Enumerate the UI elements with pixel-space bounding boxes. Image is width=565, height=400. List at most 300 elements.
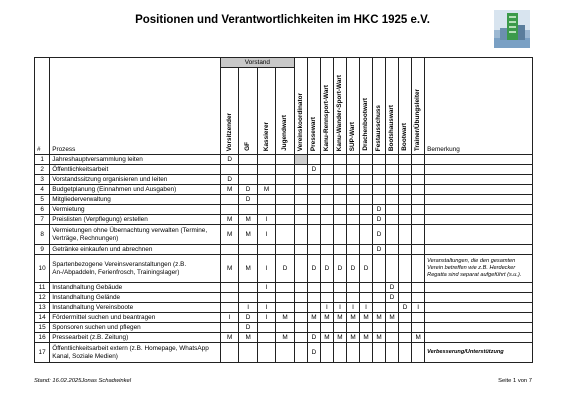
responsibility-cell (276, 165, 295, 175)
responsibility-cell: M (239, 255, 257, 283)
header-role-gf: GF (239, 68, 257, 155)
responsibility-cell (333, 323, 346, 333)
responsibility-cell (220, 303, 238, 313)
responsibility-cell: D (239, 185, 257, 195)
responsibility-cell (360, 185, 373, 195)
responsibility-cell (346, 215, 359, 225)
responsibility-cell (276, 283, 295, 293)
row-prozess: Fördermittel suchen und beantragen (50, 313, 221, 323)
responsibility-cell (257, 323, 275, 333)
responsibility-cell: I (333, 303, 346, 313)
table-row (35, 195, 533, 205)
responsibility-cell (307, 245, 320, 255)
row-bemerkung (425, 215, 533, 225)
responsibility-cell: M (220, 185, 238, 195)
responsibility-cell (294, 225, 307, 245)
responsibility-cell (399, 293, 412, 303)
table-row (35, 205, 533, 215)
responsibility-cell (320, 205, 333, 215)
responsibility-cell (399, 175, 412, 185)
header-role-vorsitzender: Vorsitzender (220, 68, 238, 155)
responsibility-cell (360, 205, 373, 215)
responsibility-cell (412, 293, 425, 303)
table-row (35, 255, 533, 283)
row-bemerkung (425, 313, 533, 323)
responsibility-cell (220, 245, 238, 255)
responsibility-cell: D (220, 175, 238, 185)
responsibility-cell: M (333, 313, 346, 323)
table-row (35, 215, 533, 225)
row-number: 6 (35, 205, 50, 215)
row-number: 9 (35, 245, 50, 255)
responsibility-cell (399, 323, 412, 333)
row-bemerkung (425, 155, 533, 165)
responsibility-cell (307, 283, 320, 293)
table-body (35, 155, 533, 363)
responsibility-cell (333, 215, 346, 225)
row-prozess: Vermietungen ohne Übernachtung verwalten (Termine, Verträge, Rechnungen) (50, 225, 221, 245)
row-prozess: Budgetplanung (Einnahmen und Ausgaben) (50, 185, 221, 195)
responsibility-cell (360, 195, 373, 205)
responsibility-cell (373, 185, 386, 195)
responsibility-cell (294, 245, 307, 255)
footer-page-number: Seite 1 von 7 (498, 378, 532, 384)
responsibility-cell (257, 165, 275, 175)
responsibility-cell: I (257, 303, 275, 313)
responsibility-cell (257, 343, 275, 363)
responsibility-cell (320, 185, 333, 195)
row-prozess: Spartenbezogene Vereinsveranstaltungen (z.B. An-/Abpaddeln, Ferienfrosch, Trainingslager) (50, 255, 221, 283)
row-bemerkung (425, 175, 533, 185)
responsibility-cell (373, 343, 386, 363)
responsibility-cell (399, 225, 412, 245)
responsibility-cell (412, 165, 425, 175)
responsibility-cell (412, 155, 425, 165)
responsibility-cell (320, 175, 333, 185)
responsibility-cell (373, 175, 386, 185)
responsibility-cell (220, 195, 238, 205)
row-prozess: Preislisten (Verpflegung) erstellen (50, 215, 221, 225)
responsibility-cell (239, 205, 257, 215)
responsibility-cell (333, 225, 346, 245)
responsibility-cell (386, 215, 399, 225)
responsibility-cell (360, 175, 373, 185)
responsibility-cell (386, 333, 399, 343)
responsibility-cell (399, 283, 412, 293)
responsibility-cell (360, 245, 373, 255)
row-bemerkung (425, 225, 533, 245)
responsibility-cell (276, 155, 295, 165)
responsibility-cell (360, 165, 373, 175)
table-row (35, 323, 533, 333)
responsibility-cell: I (257, 225, 275, 245)
responsibility-cell (346, 225, 359, 245)
responsibility-cell (399, 205, 412, 215)
responsibility-cell (276, 303, 295, 313)
responsibility-cell (333, 185, 346, 195)
header-role-sup-wart: SUP-Wart (346, 58, 359, 155)
table-row (35, 343, 533, 363)
responsibility-cell: D (220, 155, 238, 165)
responsibility-cell (307, 323, 320, 333)
table-row (35, 303, 533, 313)
table-row (35, 313, 533, 323)
responsibility-cell (346, 175, 359, 185)
row-bemerkung (425, 333, 533, 343)
table-row (35, 283, 533, 293)
table-row (35, 225, 533, 245)
responsibility-cell (239, 165, 257, 175)
row-bemerkung (425, 185, 533, 195)
responsibility-cell (307, 195, 320, 205)
responsibility-cell: M (239, 225, 257, 245)
responsibility-cell (257, 293, 275, 303)
responsibility-cell: D (239, 313, 257, 323)
row-prozess: Instandhaltung Gelände (50, 293, 221, 303)
responsibility-cell (399, 185, 412, 195)
responsibility-cell (399, 215, 412, 225)
row-number: 3 (35, 175, 50, 185)
row-bemerkung (425, 205, 533, 215)
row-number: 14 (35, 313, 50, 323)
responsibility-cell: M (239, 215, 257, 225)
header-prozess: Prozess (50, 58, 221, 155)
responsibility-cell (346, 245, 359, 255)
responsibility-cell: D (386, 293, 399, 303)
responsibility-cell (239, 155, 257, 165)
responsibility-cell (399, 255, 412, 283)
responsibility-cell (373, 293, 386, 303)
table-row (35, 175, 533, 185)
responsibility-cell (320, 323, 333, 333)
responsibility-cell: I (412, 303, 425, 313)
responsibility-cell (307, 155, 320, 165)
responsibility-cell (320, 165, 333, 175)
responsibility-cell: M (220, 333, 238, 343)
responsibility-cell (276, 205, 295, 215)
responsibility-cell (294, 175, 307, 185)
responsibility-cell (333, 175, 346, 185)
responsibility-cell (257, 205, 275, 215)
responsibility-cell (386, 255, 399, 283)
responsibility-cell (307, 205, 320, 215)
responsibility-cell (399, 333, 412, 343)
responsibility-cell (276, 195, 295, 205)
responsibility-cell (412, 343, 425, 363)
row-prozess: Öffentlichkeitsarbeit extern (z.B. Homepage, WhatsApp Kanal, Soziale Medien) (50, 343, 221, 363)
responsibility-cell (412, 195, 425, 205)
responsibility-cell (220, 343, 238, 363)
row-number: 13 (35, 303, 50, 313)
responsibility-cell (412, 313, 425, 323)
row-number: 12 (35, 293, 50, 303)
responsibility-cell: M (257, 185, 275, 195)
row-prozess: Sponsoren suchen und pflegen (50, 323, 221, 333)
responsibility-cell: M (239, 333, 257, 343)
row-number: 8 (35, 225, 50, 245)
header-role-bootwart: Bootwart (399, 58, 412, 155)
responsibility-cell (294, 215, 307, 225)
responsibility-cell (386, 323, 399, 333)
responsibility-cell (373, 255, 386, 283)
responsibility-cell (373, 283, 386, 293)
club-building-logo (494, 10, 530, 48)
table-row (35, 293, 533, 303)
responsibility-cell: M (360, 313, 373, 323)
responsibility-cell (360, 323, 373, 333)
row-bemerkung (425, 293, 533, 303)
responsibility-cell (386, 245, 399, 255)
responsibility-cell (294, 333, 307, 343)
responsibility-cell (307, 225, 320, 245)
responsibility-cell (346, 293, 359, 303)
header-num: # (35, 58, 50, 155)
responsibility-cell: I (257, 313, 275, 323)
header-role-jugendwart: Jugendwart (276, 68, 295, 155)
responsibility-cell: D (386, 283, 399, 293)
responsibility-cell (307, 185, 320, 195)
responsibility-cell (373, 323, 386, 333)
responsibility-cell: M (220, 225, 238, 245)
responsibility-cell (239, 175, 257, 185)
responsibility-cell: I (346, 303, 359, 313)
responsibility-cell (294, 343, 307, 363)
responsibility-cell (360, 293, 373, 303)
responsibility-cell (360, 283, 373, 293)
responsibility-cell (399, 313, 412, 323)
responsibility-cell (346, 283, 359, 293)
responsibility-cell: M (373, 333, 386, 343)
responsibility-cell: M (346, 333, 359, 343)
responsibility-cell (239, 293, 257, 303)
responsibility-cell (333, 245, 346, 255)
responsibility-table (34, 57, 533, 363)
row-number: 4 (35, 185, 50, 195)
row-bemerkung: Verbesserung/Unterstützung (425, 343, 533, 363)
row-number: 5 (35, 195, 50, 205)
header-role-festausschuss: Festausschuss (373, 58, 386, 155)
responsibility-cell (333, 283, 346, 293)
responsibility-cell (220, 165, 238, 175)
row-bemerkung (425, 283, 533, 293)
responsibility-cell (346, 205, 359, 215)
responsibility-cell (307, 293, 320, 303)
responsibility-cell (412, 215, 425, 225)
responsibility-cell (412, 225, 425, 245)
responsibility-cell: D (346, 255, 359, 283)
responsibility-cell (294, 313, 307, 323)
responsibility-cell (386, 205, 399, 215)
responsibility-cell (220, 293, 238, 303)
header-role-kassierer: Kassierer (257, 68, 275, 155)
responsibility-cell (386, 185, 399, 195)
header-role-kanu-rennsport-wart: Kanu-Rennsport-Wart (320, 58, 333, 155)
responsibility-cell: M (220, 255, 238, 283)
responsibility-cell (373, 195, 386, 205)
responsibility-cell: D (373, 205, 386, 215)
responsibility-cell (294, 293, 307, 303)
responsibility-cell: M (373, 313, 386, 323)
responsibility-cell (257, 155, 275, 165)
responsibility-cell (386, 165, 399, 175)
table-row (35, 185, 533, 195)
header-role-kanu-wander-sport-wart: Kanu-Wander-Sport-Wart (333, 58, 346, 155)
responsibility-cell (257, 333, 275, 343)
responsibility-cell (220, 323, 238, 333)
responsibility-cell (386, 175, 399, 185)
responsibility-cell (294, 195, 307, 205)
responsibility-cell (320, 155, 333, 165)
responsibility-cell (399, 195, 412, 205)
responsibility-cell: M (320, 313, 333, 323)
responsibility-cell (412, 205, 425, 215)
responsibility-cell (294, 283, 307, 293)
header-bemerkung: Bemerkung (425, 58, 533, 155)
responsibility-cell: I (239, 303, 257, 313)
responsibility-cell (257, 245, 275, 255)
table-row (35, 333, 533, 343)
responsibility-cell (294, 165, 307, 175)
responsibility-cell (294, 185, 307, 195)
responsibility-cell (412, 175, 425, 185)
responsibility-cell (386, 343, 399, 363)
responsibility-cell (333, 165, 346, 175)
responsibility-cell (360, 155, 373, 165)
responsibility-cell (276, 245, 295, 255)
header-role-drachenbootwart: Drachenbootwart (360, 58, 373, 155)
responsibility-cell: D (307, 165, 320, 175)
header-role-bootshauswart: Bootshauswart (386, 58, 399, 155)
responsibility-cell (360, 343, 373, 363)
table-row (35, 155, 533, 165)
responsibility-cell: D (333, 255, 346, 283)
row-number: 16 (35, 333, 50, 343)
responsibility-cell (360, 225, 373, 245)
responsibility-cell (320, 343, 333, 363)
responsibility-cell: D (239, 323, 257, 333)
responsibility-cell (257, 175, 275, 185)
row-number: 10 (35, 255, 50, 283)
responsibility-cell: D (276, 255, 295, 283)
responsibility-cell: I (220, 313, 238, 323)
responsibility-cell: I (257, 255, 275, 283)
responsibility-cell (346, 323, 359, 333)
responsibility-cell: M (276, 333, 295, 343)
responsibility-cell (386, 195, 399, 205)
responsibility-cell: M (320, 333, 333, 343)
responsibility-cell: M (386, 313, 399, 323)
responsibility-cell (239, 283, 257, 293)
row-number: 1 (35, 155, 50, 165)
responsibility-cell: D (239, 195, 257, 205)
responsibility-cell: M (276, 313, 295, 323)
row-prozess: Jahreshauptversammlung leiten (50, 155, 221, 165)
row-prozess: Öffentlichkeitsarbeit (50, 165, 221, 175)
responsibility-cell (399, 155, 412, 165)
responsibility-cell (346, 343, 359, 363)
footer-date-author: Stand: 16.02.2025Jonas Schadwinkel (34, 378, 132, 384)
responsibility-cell (412, 283, 425, 293)
responsibility-cell (294, 303, 307, 313)
responsibility-cell: D (307, 343, 320, 363)
responsibility-cell (294, 155, 307, 165)
responsibility-cell: M (346, 313, 359, 323)
responsibility-cell (307, 215, 320, 225)
row-number: 2 (35, 165, 50, 175)
row-prozess: Mitgliederverwaltung (50, 195, 221, 205)
responsibility-cell (386, 303, 399, 313)
responsibility-cell: M (412, 333, 425, 343)
responsibility-cell (386, 155, 399, 165)
responsibility-cell (333, 155, 346, 165)
responsibility-cell: M (333, 333, 346, 343)
row-prozess: Getränke einkaufen und abrechnen (50, 245, 221, 255)
header-role-pressewart: Pressewart (307, 58, 320, 155)
row-bemerkung (425, 323, 533, 333)
responsibility-cell (412, 245, 425, 255)
responsibility-cell: M (360, 333, 373, 343)
responsibility-cell (346, 195, 359, 205)
responsibility-cell: D (373, 225, 386, 245)
row-bemerkung: Veranstaltungen, die den gesamten Verein betreffen wie z.B. Herdecker Regatta sind separat aufgeführt (s.u.). (425, 255, 533, 283)
responsibility-cell (320, 283, 333, 293)
row-prozess: Vermietung (50, 205, 221, 215)
responsibility-cell (276, 215, 295, 225)
responsibility-cell (373, 155, 386, 165)
responsibility-cell (346, 165, 359, 175)
responsibility-cell (333, 293, 346, 303)
responsibility-cell (320, 245, 333, 255)
responsibility-cell (294, 323, 307, 333)
responsibility-cell (276, 293, 295, 303)
responsibility-cell: D (360, 255, 373, 283)
responsibility-cell: D (399, 303, 412, 313)
responsibility-cell (239, 245, 257, 255)
responsibility-cell (399, 245, 412, 255)
header-role-vereinskoordinator: Vereinskoordinator (294, 58, 307, 155)
row-prozess: Instandhaltung Gebäude (50, 283, 221, 293)
table-row (35, 245, 533, 255)
row-prozess: Instandhaltung Vereinsboote (50, 303, 221, 313)
responsibility-cell: D (373, 245, 386, 255)
responsibility-cell (399, 343, 412, 363)
responsibility-cell (346, 185, 359, 195)
row-prozess: Pressearbeit (z.B. Zeitung) (50, 333, 221, 343)
responsibility-cell (276, 343, 295, 363)
responsibility-cell (346, 155, 359, 165)
responsibility-cell (320, 293, 333, 303)
responsibility-cell: D (307, 333, 320, 343)
responsibility-cell (320, 225, 333, 245)
header-role-trainer: Trainer/Übungsleiter (412, 58, 425, 155)
responsibility-cell (307, 175, 320, 185)
responsibility-cell (276, 323, 295, 333)
responsibility-cell (360, 215, 373, 225)
page-title: Positionen und Verantwortlichkeiten im HKC 1925 e.V. (135, 14, 430, 26)
responsibility-cell (220, 283, 238, 293)
responsibility-cell (276, 175, 295, 185)
responsibility-cell (294, 255, 307, 283)
responsibility-cell (412, 185, 425, 195)
row-prozess: Vorstandssitzung organisieren und leiten (50, 175, 221, 185)
row-bemerkung (425, 245, 533, 255)
row-bemerkung (425, 165, 533, 175)
responsibility-cell: I (257, 215, 275, 225)
responsibility-cell (239, 343, 257, 363)
responsibility-cell (399, 165, 412, 175)
responsibility-cell (307, 303, 320, 313)
responsibility-cell: I (320, 303, 333, 313)
